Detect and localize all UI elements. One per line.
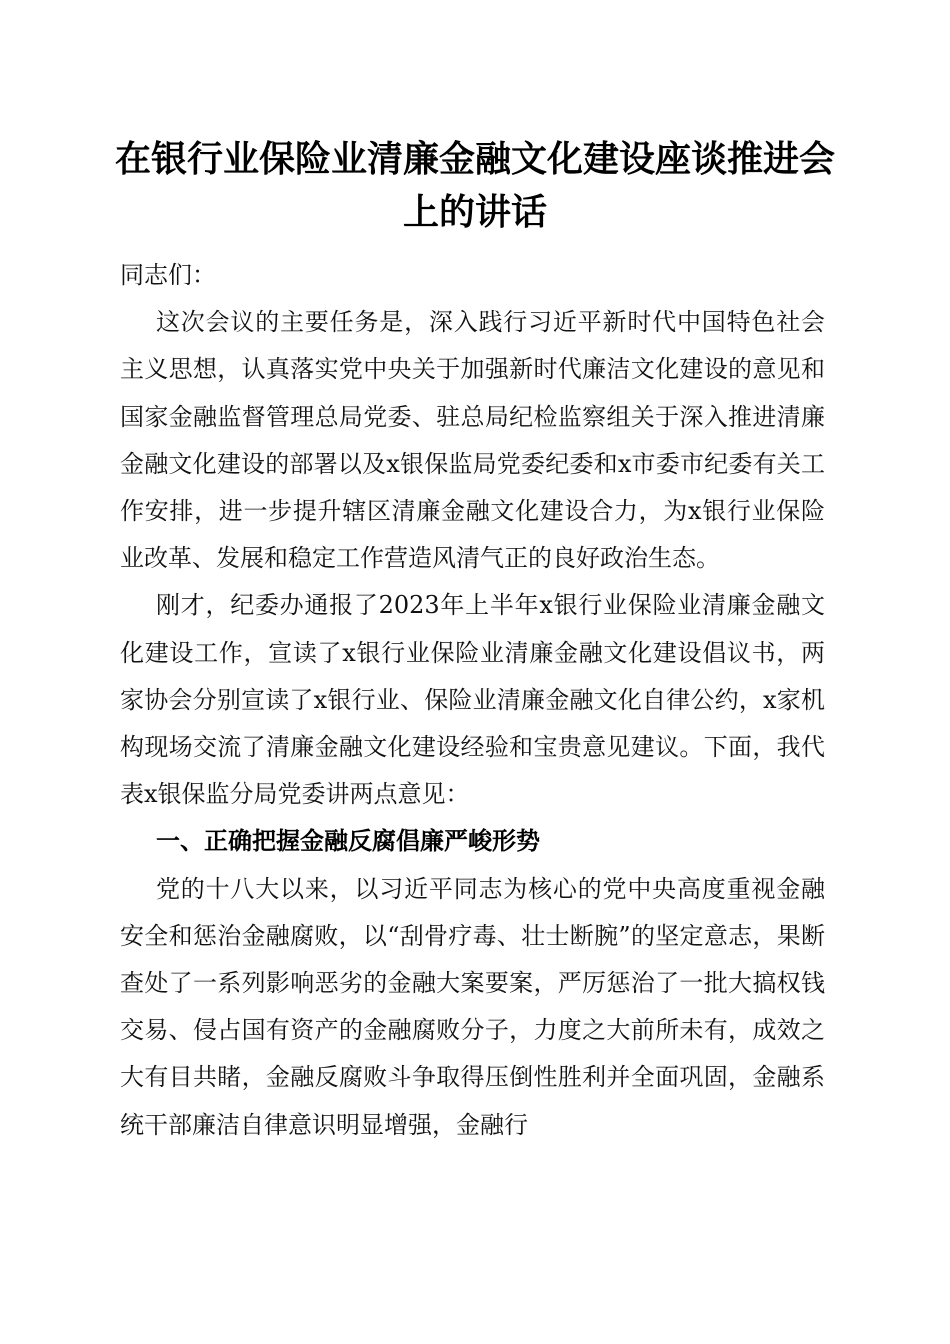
paragraph-meeting-summary: 刚才，纪委办通报了2023年上半年x银行业保险业清廉金融文化建设工作，宣读了x银行业保险业清廉金融文化建设倡议书，两家协会分别宣读了x银行业、保险业清廉金融文化自律公约，x家机构现场交流了清廉金融文化建设经验和宝贵意见建议。下面，我代表x银保监分局党委讲两点意见： (120, 591, 825, 809)
salutation: 同志们： (120, 261, 216, 289)
document-body (120, 252, 825, 1149)
document-title: 在银行业保险业清廉金融文化建设座谈推进会上的讲话 (114, 138, 835, 233)
paragraph-meeting-purpose: 这次会议的主要任务是，深入践行习近平新时代中国特色社会主义思想，认真落实党中央关于加强新时代廉洁文化建设的意见和国家金融监督管理总局党委、驻总局纪检监察组关于深入推进清廉金融文化建设的部署以及x银保监局党委纪委和x市委市纪委有关工作安排，进一步提升辖区清廉金融文化建设合力，为x银行业保险业改革、发展和稳定工作营造风清气正的良好政治生态。 (120, 308, 825, 573)
section-heading: 一、正确把握金融反腐倡廉严峻形势 (156, 827, 540, 856)
paragraph-section-one: 党的十八大以来，以习近平同志为核心的党中央高度重视金融安全和惩治金融腐败，以“刮骨疗毒、壮士断腕”的坚定意志，果断查处了一系列影响恶劣的金融大案要案，严厉惩治了一批大搞权钱交易、侵占国有资产的金融腐败分子，力度之大前所未有，成效之大有目共睹，金融反腐败斗争取得压倒性胜利并全面巩固，金融系统干部廉洁自律意识明显增强，金融行 (120, 874, 825, 1139)
